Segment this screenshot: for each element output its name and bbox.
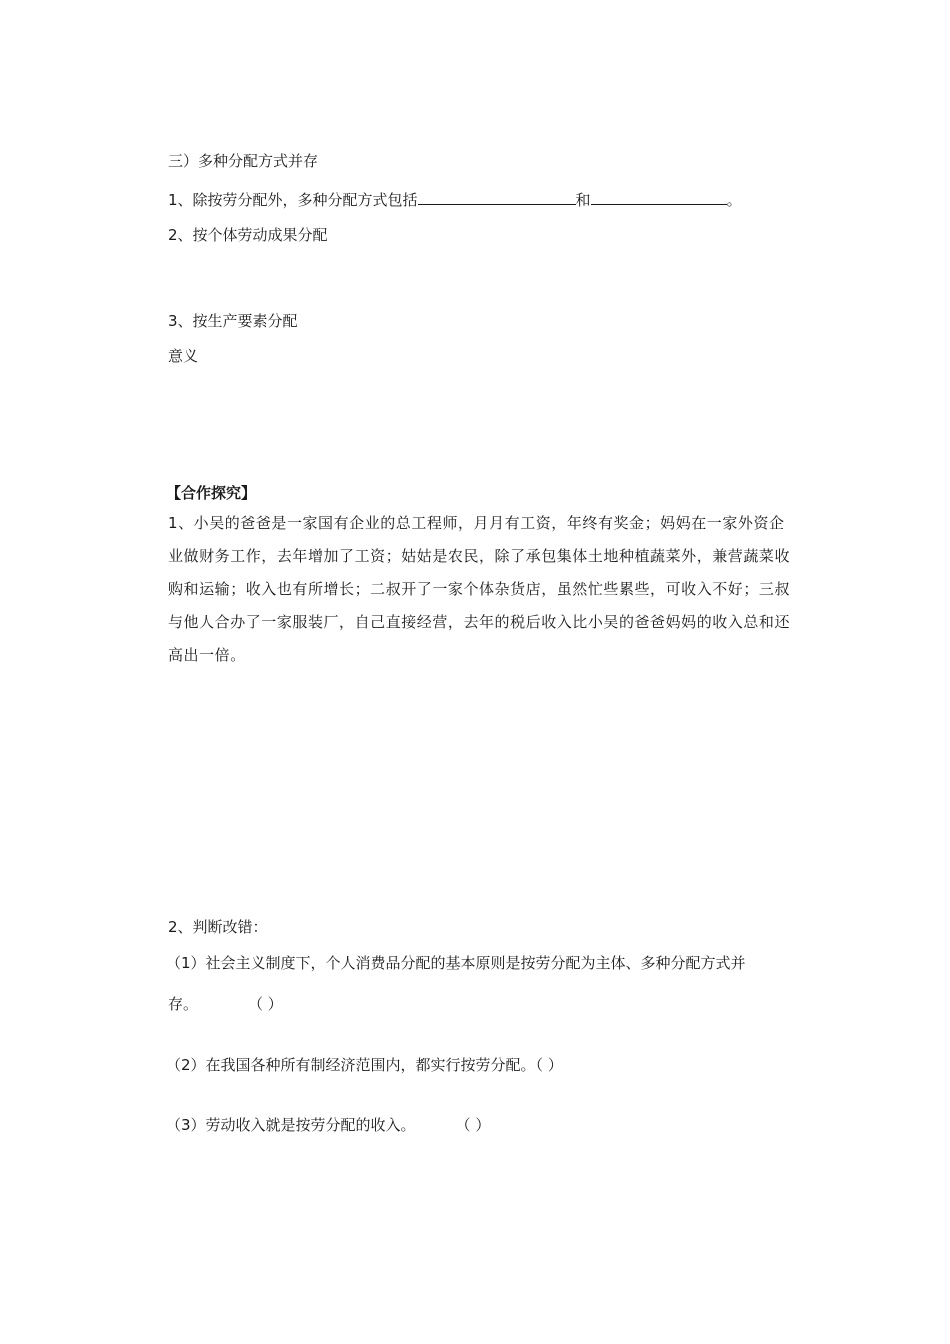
fill-in-question-1: [168, 189, 742, 210]
significance-label: 意义: [168, 347, 199, 365]
judgement-question-3-text: （3）劳动收入就是按劳分配的收入。: [166, 1116, 416, 1134]
judgement-question-3: [166, 1115, 490, 1135]
judgement-question-1-tail: 存。: [168, 995, 199, 1013]
item-2-heading: 2、按个体劳动成果分配: [168, 226, 328, 244]
item-3-heading: 3、按生产要素分配: [168, 312, 298, 330]
cooperation-heading: 【合作探究】: [166, 484, 257, 502]
question-1-prefix: 1、除按劳分配外，多种分配方式包括: [168, 191, 418, 209]
answer-paren-3[interactable]: （ ）: [455, 1116, 491, 1134]
answer-blank-1[interactable]: [418, 189, 576, 205]
section-heading: 三）多种分配方式并存: [168, 152, 319, 170]
question-1-conjunction: 和: [575, 191, 591, 209]
judgement-question-2: （2）在我国各种所有制经济范围内，都实行按劳分配。（ ）: [166, 1056, 563, 1074]
case-paragraph: 1、小吴的爸爸是一家国有企业的总工程师，月月有工资，年终有奖金；妈妈在一家外资企业做财务工作，去年增加了工资；姑姑是农民，除了承包集体土地种植蔬菜外，兼营蔬菜收购和运输；收入也有所增长；二叔开了一家个体杂货店，虽然忙些累些，可收入不好；三叔与他人合办了一家服装厂，自己直接经营，去年的税后收入比小吴的爸爸妈妈的收入总和还高出一倍。: [168, 514, 791, 664]
judgement-heading: 2、判断改错：: [168, 918, 268, 936]
answer-paren-1[interactable]: （ ）: [248, 995, 283, 1013]
question-1-suffix: 。: [726, 191, 742, 209]
answer-blank-2[interactable]: [591, 189, 727, 205]
judgement-question-1-line-1: （1）社会主义制度下，个人消费品分配的基本原则是按劳分配为主体、多种分配方式并: [166, 954, 746, 972]
judgement-question-1-line-2: [168, 994, 283, 1014]
